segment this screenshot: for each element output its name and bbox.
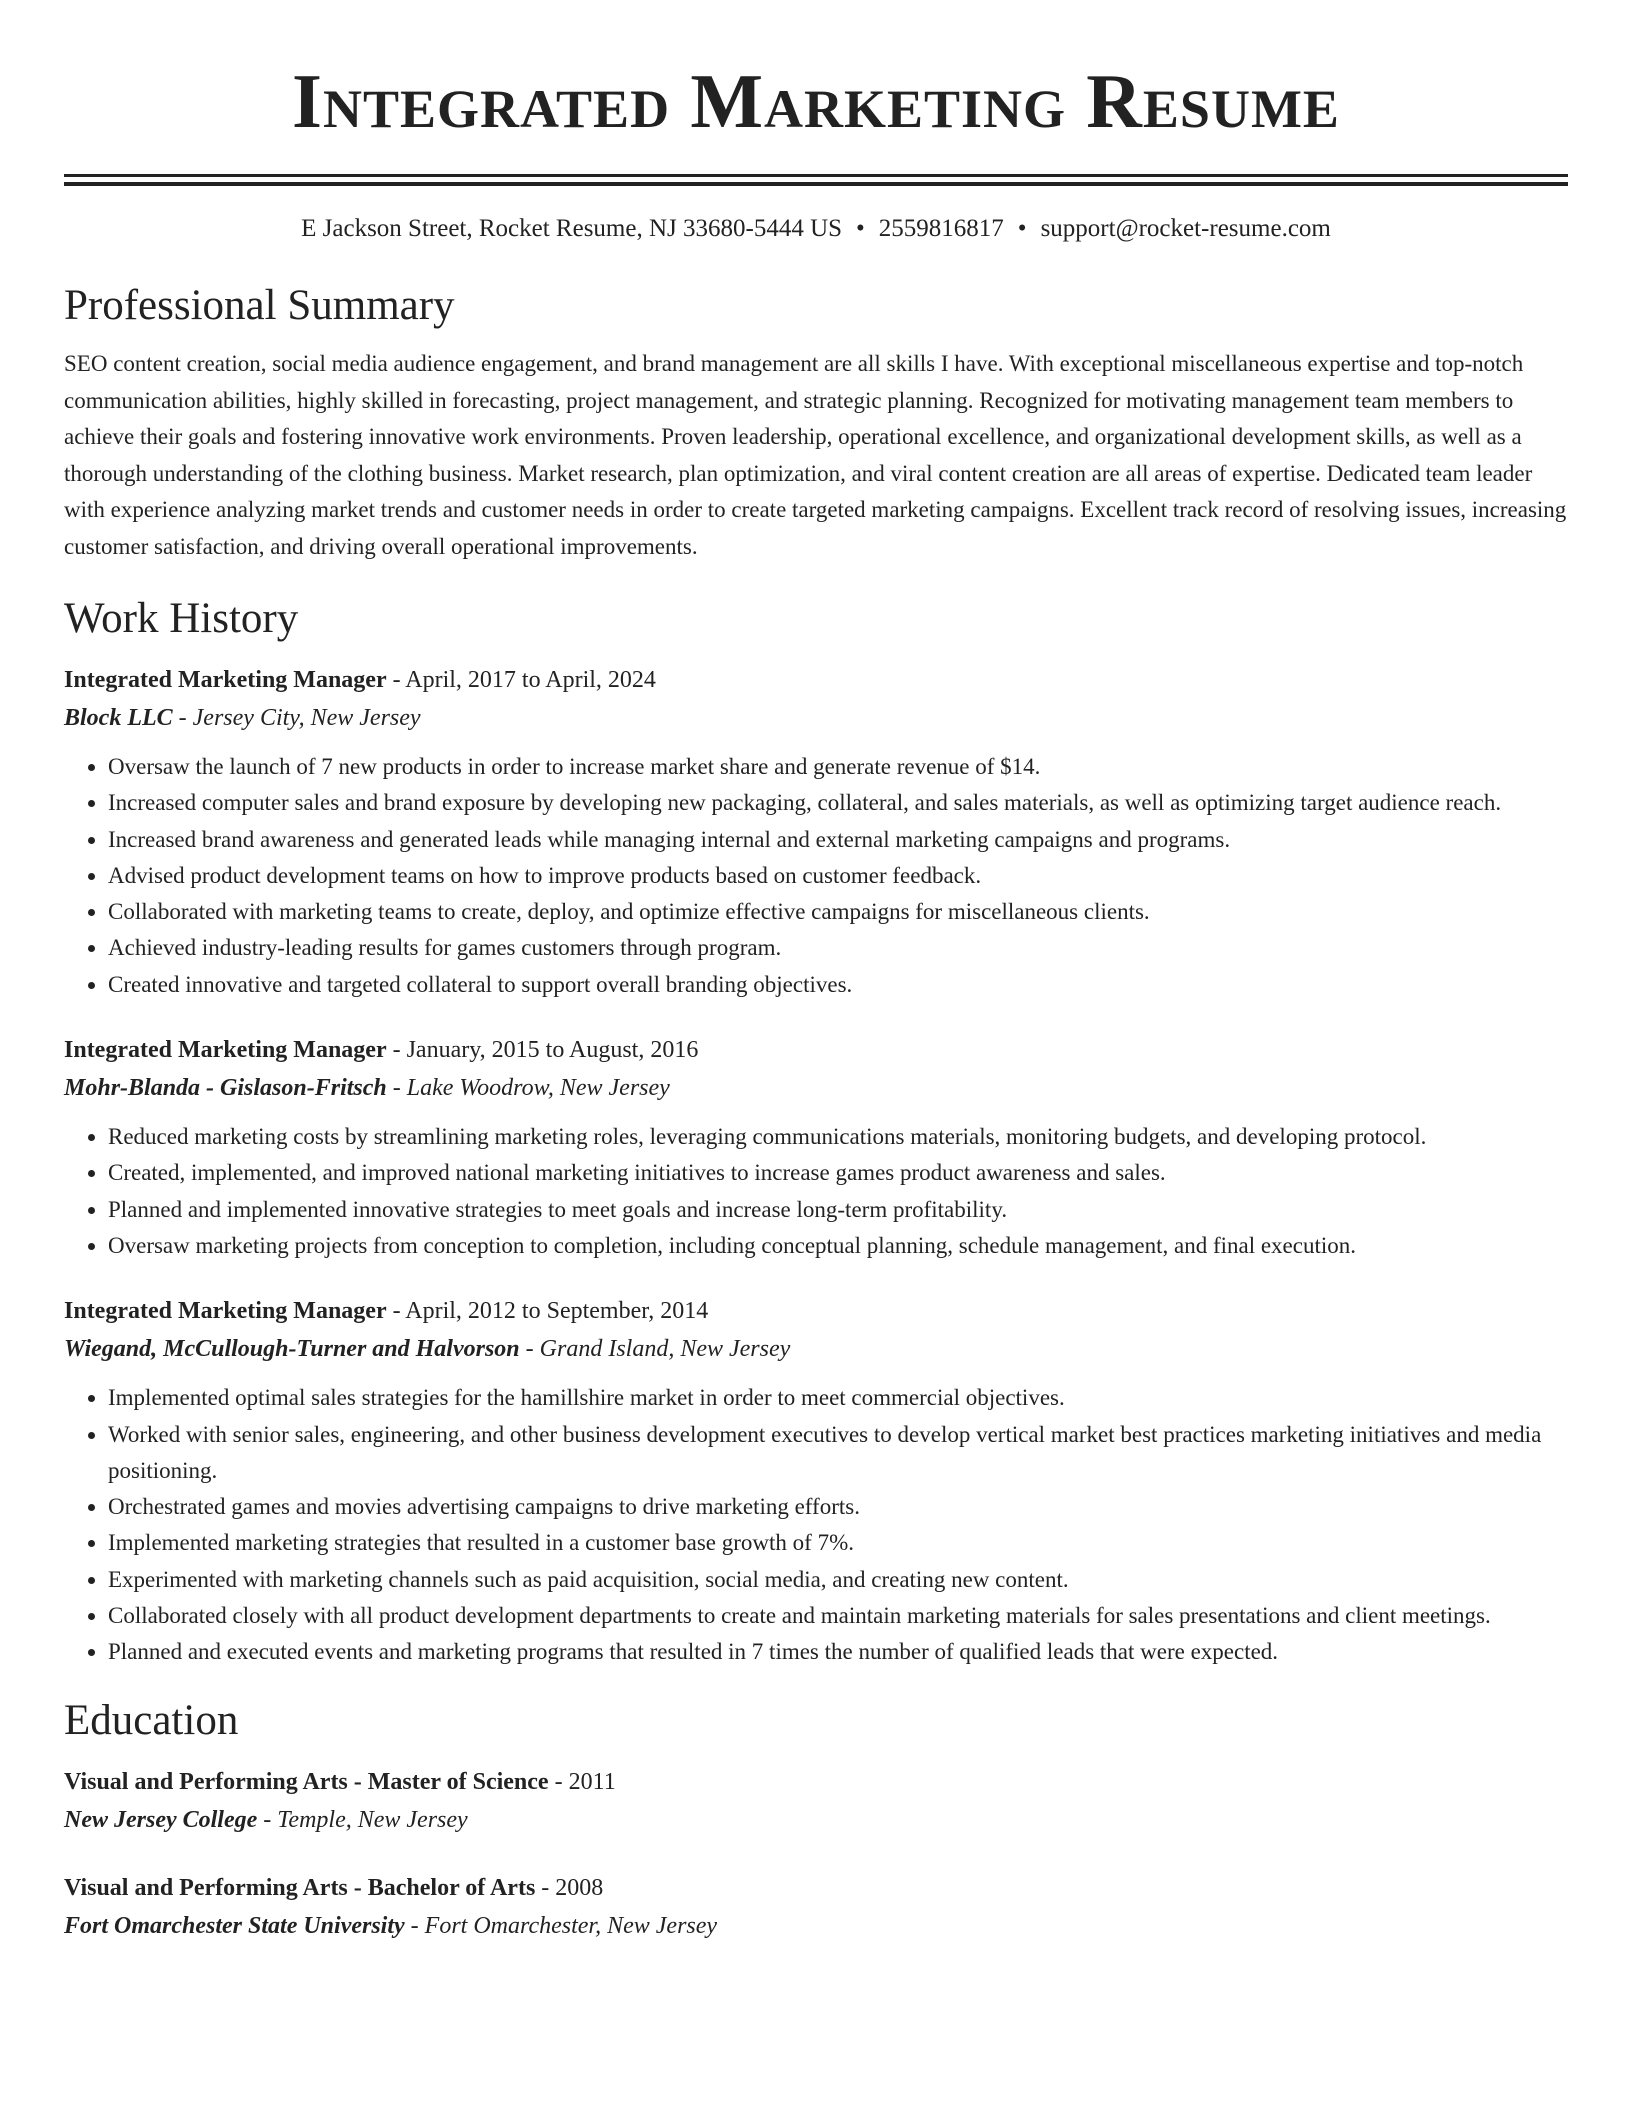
degree-line bbox=[64, 1763, 1568, 1801]
job-company: Mohr-Blanda - Gislason-Fritsch bbox=[64, 1075, 387, 1102]
contact-separator: • bbox=[856, 215, 865, 242]
school-line bbox=[64, 1907, 1568, 1945]
education-section bbox=[64, 1693, 1568, 1945]
school-line bbox=[64, 1801, 1568, 1839]
job-bullet: • Collaborated closely with all product development departments to create and maintain marketing materials for sales presentations and client meetings. bbox=[108, 1598, 1568, 1634]
job-role-line bbox=[64, 1292, 1568, 1330]
contact-phone: 2559816817 bbox=[878, 215, 1004, 242]
job-location: - Grand Island, New Jersey bbox=[525, 1336, 791, 1363]
summary-heading: Professional Summary bbox=[64, 282, 455, 329]
school-name: New Jersey College bbox=[64, 1806, 258, 1833]
degree-name: Visual and Performing Arts - Master of Science bbox=[64, 1768, 549, 1795]
degree-year: - 2008 bbox=[541, 1874, 604, 1901]
education-entry bbox=[64, 1763, 1568, 1839]
job-bullet: • Advised product development teams on how to improve products based on customer feedback. bbox=[108, 858, 1568, 894]
school-name: Fort Omarchester State University bbox=[64, 1912, 405, 1939]
job-bullet: • Worked with senior sales, engineering, and other business development executives to develop vertical market best practices marketing initiatives and media positioning. bbox=[108, 1417, 1568, 1490]
job-entry bbox=[64, 1031, 1568, 1264]
job-dates: - April, 2017 to April, 2024 bbox=[392, 667, 656, 693]
degree-name: Visual and Performing Arts - Bachelor of Arts bbox=[64, 1874, 536, 1901]
summary-text: SEO content creation, social media audience engagement, and brand management are all skills I have. With exceptional miscellaneous expertise and top-notch communication abilities, highly skilled in forecasting, project management, and strategic planning. Recognized for motivating management team members to achieve their goals and fostering innovative work environments. Proven leadership, operational excellence, and organizational development skills, as well as a thorough understanding of the clothing business. Market research, plan optimization, and viral content creation are all areas of expertise. Dedicated team leader with experience analyzing market trends and customer needs in order to create targeted marketing campaigns. Excellent track record of resolving issues, increasing customer satisfaction, and driving overall operational improvements. bbox=[64, 351, 1567, 559]
degree-line bbox=[64, 1869, 1568, 1907]
job-title: Integrated Marketing Manager bbox=[64, 1037, 387, 1064]
job-bullets bbox=[64, 1380, 1568, 1670]
job-location: - Lake Woodrow, New Jersey bbox=[392, 1075, 670, 1102]
work-history-section bbox=[64, 591, 1568, 1671]
job-role-line bbox=[64, 661, 1568, 699]
job-bullet: • Increased brand awareness and generated leads while managing internal and external marketing campaigns and programs. bbox=[108, 822, 1568, 858]
job-role-line bbox=[64, 1031, 1568, 1069]
job-bullet: • Orchestrated games and movies advertising campaigns to drive marketing efforts. bbox=[108, 1489, 1568, 1525]
resume-title: Integrated Marketing Resume bbox=[292, 58, 1340, 144]
work-history-heading: Work History bbox=[64, 595, 299, 642]
job-bullets bbox=[64, 749, 1568, 1003]
contact-line bbox=[64, 212, 1568, 246]
job-company: Wiegand, McCullough-Turner and Halvorson bbox=[64, 1336, 520, 1363]
title-divider bbox=[64, 174, 1568, 186]
summary-section bbox=[64, 278, 1568, 565]
job-bullet: • Planned and implemented innovative strategies to meet goals and increase long-term profitability. bbox=[108, 1192, 1568, 1228]
job-org-line bbox=[64, 699, 1568, 737]
job-bullet: • Planned and executed events and marketing programs that resulted in 7 times the number of qualified leads that were expected. bbox=[108, 1634, 1568, 1670]
job-entry bbox=[64, 661, 1568, 1003]
job-title: Integrated Marketing Manager bbox=[64, 667, 387, 693]
job-dates: - January, 2015 to August, 2016 bbox=[392, 1037, 699, 1064]
job-org-line bbox=[64, 1330, 1568, 1368]
job-bullet: • Reduced marketing costs by streamlining marketing roles, leveraging communications materials, monitoring budgets, and developing protocol. bbox=[108, 1119, 1568, 1155]
education-heading: Education bbox=[64, 1696, 239, 1744]
education-entry bbox=[64, 1869, 1568, 1945]
job-bullet: • Oversaw marketing projects from conception to completion, including conceptual planning, schedule management, and final execution. bbox=[108, 1228, 1568, 1264]
school-location: - Temple, New Jersey bbox=[263, 1806, 468, 1833]
job-bullet: • Implemented optimal sales strategies for the hamillshire market in order to meet commercial objectives. bbox=[108, 1380, 1568, 1416]
job-bullet: • Achieved industry-leading results for games customers through program. bbox=[108, 930, 1568, 966]
job-company: Block LLC bbox=[64, 705, 173, 731]
job-bullet: • Created innovative and targeted collateral to support overall branding objectives. bbox=[108, 967, 1568, 1003]
contact-address: E Jackson Street, Rocket Resume, NJ 33680-5444 US bbox=[301, 215, 843, 242]
job-bullets bbox=[64, 1119, 1568, 1264]
job-org-line bbox=[64, 1069, 1568, 1107]
degree-year: - 2011 bbox=[554, 1768, 616, 1795]
job-bullet: • Created, implemented, and improved national marketing initiatives to increase games product awareness and sales. bbox=[108, 1155, 1568, 1191]
contact-separator: • bbox=[1017, 215, 1027, 242]
job-bullet: • Experimented with marketing channels such as paid acquisition, social media, and creating new content. bbox=[108, 1562, 1568, 1598]
job-entry bbox=[64, 1292, 1568, 1670]
job-bullet: • Collaborated with marketing teams to create, deploy, and optimize effective campaigns for miscellaneous clients. bbox=[108, 894, 1568, 930]
job-dates: - April, 2012 to September, 2014 bbox=[392, 1298, 709, 1325]
job-bullet: • Increased computer sales and brand exposure by developing new packaging, collateral, and sales materials, as well as optimizing target audience reach. bbox=[108, 785, 1568, 821]
job-location: - Jersey City, New Jersey bbox=[178, 705, 421, 731]
job-bullet: • Oversaw the launch of 7 new products in order to increase market share and generate revenue of $14. bbox=[108, 749, 1568, 785]
job-bullet: • Implemented marketing strategies that resulted in a customer base growth of 7%. bbox=[108, 1525, 1568, 1561]
contact-email: support@rocket-resume.com bbox=[1040, 215, 1331, 242]
school-location: - Fort Omarchester, New Jersey bbox=[410, 1912, 718, 1939]
job-title: Integrated Marketing Manager bbox=[64, 1298, 387, 1325]
